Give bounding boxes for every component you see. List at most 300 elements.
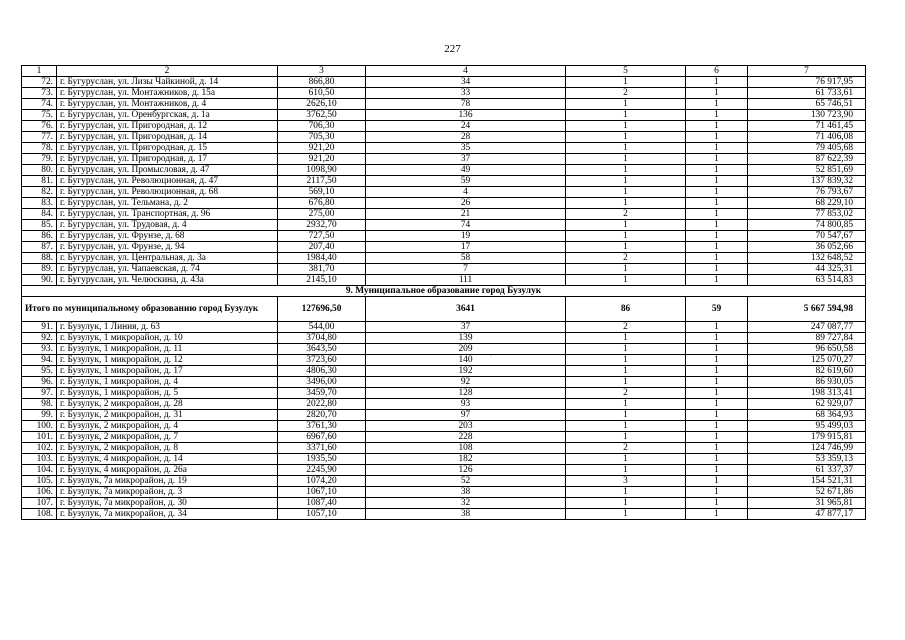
cost-cell: 63 514,83 [748, 275, 866, 286]
col6-cell: 1 [686, 498, 748, 509]
address-cell: г. Бузулук, 7а микрорайон, д. 19 [57, 476, 278, 487]
row-number: 88. [22, 253, 57, 264]
col6-cell: 1 [686, 487, 748, 498]
col4-cell: 38 [366, 487, 566, 498]
cost-cell: 96 650,58 [748, 344, 866, 355]
address-cell: г. Бузулук, 7а микрорайон, д. 30 [57, 498, 278, 509]
total-area: 127696,50 [278, 297, 366, 322]
row-number: 89. [22, 264, 57, 275]
table-row [22, 253, 866, 264]
col4-cell: 139 [366, 333, 566, 344]
col5-cell: 1 [566, 198, 686, 209]
col5-cell: 1 [566, 77, 686, 88]
cost-cell: 31 965,81 [748, 498, 866, 509]
col6-cell: 1 [686, 154, 748, 165]
table-row [22, 443, 866, 454]
col5-cell: 2 [566, 322, 686, 333]
cost-cell: 125 070,27 [748, 355, 866, 366]
cost-cell: 53 359,13 [748, 454, 866, 465]
address-cell: г. Бузулук, 1 Линия, д. 63 [57, 322, 278, 333]
area-cell: 921,20 [278, 143, 366, 154]
col5-cell: 1 [566, 355, 686, 366]
col5-cell: 1 [566, 110, 686, 121]
col5-cell: 1 [566, 176, 686, 187]
area-cell: 727,50 [278, 231, 366, 242]
address-cell: г. Бузулук, 1 микрорайон, д. 12 [57, 355, 278, 366]
col6-cell: 1 [686, 121, 748, 132]
table-row [22, 209, 866, 220]
area-cell: 569,10 [278, 187, 366, 198]
col4-cell: 52 [366, 476, 566, 487]
address-cell: г. Бугуруслан, ул. Революционная, д. 47 [57, 176, 278, 187]
col5-cell: 1 [566, 154, 686, 165]
address-cell: г. Бузулук, 1 микрорайон, д. 17 [57, 366, 278, 377]
cost-cell: 36 052,66 [748, 242, 866, 253]
col5-cell: 1 [566, 465, 686, 476]
cost-cell: 179 915,81 [748, 432, 866, 443]
table-row [22, 264, 866, 275]
table-row [22, 154, 866, 165]
cost-cell: 154 521,31 [748, 476, 866, 487]
cost-cell: 86 930,05 [748, 377, 866, 388]
col6-cell: 1 [686, 476, 748, 487]
address-cell: г. Бугуруслан, ул. Тельмана, д. 2 [57, 198, 278, 209]
address-cell: г. Бугуруслан, ул. Фрунзе, д. 94 [57, 242, 278, 253]
col4-cell: 32 [366, 498, 566, 509]
row-number: 106. [22, 487, 57, 498]
row-number: 101. [22, 432, 57, 443]
row-number: 80. [22, 165, 57, 176]
cost-cell: 89 727,84 [748, 333, 866, 344]
col6-cell: 1 [686, 399, 748, 410]
row-number: 96. [22, 377, 57, 388]
address-cell: г. Бузулук, 2 микрорайон, д. 28 [57, 399, 278, 410]
cost-cell: 68 364,93 [748, 410, 866, 421]
area-cell: 3459,70 [278, 388, 366, 399]
address-cell: г. Бугуруслан, ул. Фрунзе, д. 68 [57, 231, 278, 242]
cost-cell: 137 839,32 [748, 176, 866, 187]
table-row [22, 399, 866, 410]
row-number: 108. [22, 509, 57, 520]
row-number: 79. [22, 154, 57, 165]
cost-cell: 95 499,03 [748, 421, 866, 432]
table-row [22, 509, 866, 520]
col4-cell: 128 [366, 388, 566, 399]
col5-cell: 1 [566, 498, 686, 509]
area-cell: 2820,70 [278, 410, 366, 421]
col6-cell: 1 [686, 443, 748, 454]
col4-cell: 126 [366, 465, 566, 476]
col5-cell: 1 [566, 377, 686, 388]
address-cell: г. Бугуруслан, ул. Пригородная, д. 14 [57, 132, 278, 143]
table-row [22, 198, 866, 209]
table-row [22, 187, 866, 198]
col6-cell: 1 [686, 242, 748, 253]
address-cell: г. Бузулук, 2 микрорайон, д. 7 [57, 432, 278, 443]
area-cell: 866,80 [278, 77, 366, 88]
col4-cell: 19 [366, 231, 566, 242]
area-cell: 1098,90 [278, 165, 366, 176]
address-cell: г. Бугуруслан, ул. Лизы Чайкиной, д. 14 [57, 77, 278, 88]
col6-cell: 1 [686, 454, 748, 465]
col4-cell: 78 [366, 99, 566, 110]
cost-cell: 132 648,52 [748, 253, 866, 264]
table-row [22, 487, 866, 498]
col6-cell: 1 [686, 88, 748, 99]
col4-cell: 209 [366, 344, 566, 355]
area-cell: 2022,80 [278, 399, 366, 410]
col4-cell: 49 [366, 165, 566, 176]
column-number: 7 [748, 66, 866, 77]
col6-cell: 1 [686, 333, 748, 344]
row-number: 85. [22, 220, 57, 231]
scan-speck: · [490, 353, 492, 359]
col5-cell: 1 [566, 165, 686, 176]
address-cell: г. Бугуруслан, ул. Челюскина, д. 43а [57, 275, 278, 286]
column-number: 5 [566, 66, 686, 77]
col6-cell: 1 [686, 410, 748, 421]
col5-cell: 1 [566, 366, 686, 377]
col4-cell: 92 [366, 377, 566, 388]
address-cell: г. Бугуруслан, ул. Транспортная, д. 96 [57, 209, 278, 220]
cost-cell: 65 746,51 [748, 99, 866, 110]
address-cell: г. Бугуруслан, ул. Чапаевская, д. 74 [57, 264, 278, 275]
row-number: 98. [22, 399, 57, 410]
row-number: 76. [22, 121, 57, 132]
cost-cell: 130 723,90 [748, 110, 866, 121]
area-cell: 2245,90 [278, 465, 366, 476]
col4-cell: 37 [366, 154, 566, 165]
section-block [22, 286, 866, 322]
row-number: 90. [22, 275, 57, 286]
address-cell: г. Бугуруслан, ул. Оренбургская, д. 1а [57, 110, 278, 121]
col5-cell: 1 [566, 432, 686, 443]
row-number: 102. [22, 443, 57, 454]
table-row [22, 454, 866, 465]
row-number: 95. [22, 366, 57, 377]
row-number: 94. [22, 355, 57, 366]
area-cell: 381,70 [278, 264, 366, 275]
cost-cell: 71 406,08 [748, 132, 866, 143]
row-number: 77. [22, 132, 57, 143]
table-row [22, 110, 866, 121]
col6-cell: 1 [686, 132, 748, 143]
area-cell: 3371,60 [278, 443, 366, 454]
cost-cell: 76 917,95 [748, 77, 866, 88]
col4-cell: 108 [366, 443, 566, 454]
table-row [22, 333, 866, 344]
col4-cell: 93 [366, 399, 566, 410]
col6-cell: 1 [686, 322, 748, 333]
address-cell: г. Бугуруслан, ул. Революционная, д. 68 [57, 187, 278, 198]
area-cell: 207,40 [278, 242, 366, 253]
row-number: 86. [22, 231, 57, 242]
column-number: 2 [57, 66, 278, 77]
address-cell: г. Бугуруслан, ул. Пригородная, д. 12 [57, 121, 278, 132]
area-cell: 3723,60 [278, 355, 366, 366]
row-number: 81. [22, 176, 57, 187]
col5-cell: 2 [566, 388, 686, 399]
col4-cell: 97 [366, 410, 566, 421]
row-number: 73. [22, 88, 57, 99]
table-row [22, 476, 866, 487]
table-row [22, 132, 866, 143]
area-cell: 1074,20 [278, 476, 366, 487]
row-number: 72. [22, 77, 57, 88]
table-row [22, 275, 866, 286]
col5-cell: 1 [566, 344, 686, 355]
col5-cell: 2 [566, 209, 686, 220]
area-cell: 1935,50 [278, 454, 366, 465]
cost-cell: 52 851,69 [748, 165, 866, 176]
table-row [22, 421, 866, 432]
row-number: 99. [22, 410, 57, 421]
col6-cell: 1 [686, 187, 748, 198]
col6-cell: 1 [686, 366, 748, 377]
cost-cell: 247 087,77 [748, 322, 866, 333]
address-cell: г. Бузулук, 7а микрорайон, д. 3 [57, 487, 278, 498]
column-number: 3 [278, 66, 366, 77]
cost-cell: 44 325,31 [748, 264, 866, 275]
column-number: 1 [22, 66, 57, 77]
col4-cell: 26 [366, 198, 566, 209]
address-cell: г. Бузулук, 4 микрорайон, д. 26а [57, 465, 278, 476]
col4-cell: 111 [366, 275, 566, 286]
cost-cell: 76 793,67 [748, 187, 866, 198]
page-number: 227 [444, 43, 461, 55]
col6-cell: 1 [686, 165, 748, 176]
table-row [22, 322, 866, 333]
area-cell: 2117,50 [278, 176, 366, 187]
row-number: 93. [22, 344, 57, 355]
col6-cell: 1 [686, 264, 748, 275]
table-row [22, 99, 866, 110]
col4-cell: 7 [366, 264, 566, 275]
col5-cell: 2 [566, 88, 686, 99]
col6-cell: 1 [686, 465, 748, 476]
cost-cell: 68 229,10 [748, 198, 866, 209]
col4-cell: 59 [366, 176, 566, 187]
address-cell: г. Бугуруслан, ул. Пригородная, д. 17 [57, 154, 278, 165]
table-row [22, 220, 866, 231]
address-cell: г. Бугуруслан, ул. Монтажников, д. 4 [57, 99, 278, 110]
area-cell: 676,80 [278, 198, 366, 209]
col6-cell: 1 [686, 99, 748, 110]
col4-cell: 203 [366, 421, 566, 432]
col6-cell: 1 [686, 509, 748, 520]
area-cell: 2932,70 [278, 220, 366, 231]
table-row [22, 410, 866, 421]
col6-cell: 1 [686, 110, 748, 121]
col5-cell: 1 [566, 132, 686, 143]
col4-cell: 228 [366, 432, 566, 443]
column-number-row [22, 66, 866, 77]
area-cell: 1984,40 [278, 253, 366, 264]
row-number: 83. [22, 198, 57, 209]
total-label: Итого по муниципальному образованию город Бузулук [22, 297, 278, 322]
table-row [22, 176, 866, 187]
address-cell: г. Бузулук, 1 микрорайон, д. 4 [57, 377, 278, 388]
table-row [22, 432, 866, 443]
col4-cell: 74 [366, 220, 566, 231]
cost-cell: 79 405,68 [748, 143, 866, 154]
col6-cell: 1 [686, 198, 748, 209]
col6-cell: 1 [686, 355, 748, 366]
cost-cell: 77 853,02 [748, 209, 866, 220]
cost-cell: 52 671,86 [748, 487, 866, 498]
table-row [22, 355, 866, 366]
row-number: 78. [22, 143, 57, 154]
col5-cell: 1 [566, 220, 686, 231]
total-col4: 3641 [366, 297, 566, 322]
col5-cell: 1 [566, 121, 686, 132]
col6-cell: 1 [686, 421, 748, 432]
cost-cell: 87 622,39 [748, 154, 866, 165]
table-body-upper [22, 66, 866, 286]
col6-cell: 1 [686, 143, 748, 154]
area-cell: 705,30 [278, 132, 366, 143]
col5-cell: 3 [566, 476, 686, 487]
table-row [22, 121, 866, 132]
total-cost: 5 667 594,98 [748, 297, 866, 322]
col5-cell: 1 [566, 231, 686, 242]
section-heading-row [22, 286, 866, 297]
col4-cell: 37 [366, 322, 566, 333]
table-row [22, 465, 866, 476]
col5-cell: 1 [566, 242, 686, 253]
address-cell: г. Бугуруслан, ул. Трудовая, д. 4 [57, 220, 278, 231]
table-row [22, 88, 866, 99]
total-row [22, 297, 866, 322]
col5-cell: 1 [566, 454, 686, 465]
table-row [22, 242, 866, 253]
area-cell: 3496,00 [278, 377, 366, 388]
cost-cell: 74 800,85 [748, 220, 866, 231]
address-cell: г. Бузулук, 4 микрорайон, д. 14 [57, 454, 278, 465]
address-cell: г. Бузулук, 2 микрорайон, д. 8 [57, 443, 278, 454]
area-cell: 3643,50 [278, 344, 366, 355]
col6-cell: 1 [686, 432, 748, 443]
total-col6: 59 [686, 297, 748, 322]
table-row [22, 165, 866, 176]
col4-cell: 4 [366, 187, 566, 198]
col4-cell: 58 [366, 253, 566, 264]
col5-cell: 1 [566, 187, 686, 198]
address-cell: г. Бугуруслан, ул. Монтажников, д. 15а [57, 88, 278, 99]
table-row [22, 231, 866, 242]
col5-cell: 1 [566, 99, 686, 110]
col5-cell: 1 [566, 399, 686, 410]
cost-cell: 124 746,99 [748, 443, 866, 454]
cost-cell: 61 733,61 [748, 88, 866, 99]
col5-cell: 1 [566, 264, 686, 275]
area-cell: 2145,10 [278, 275, 366, 286]
row-number: 103. [22, 454, 57, 465]
col5-cell: 2 [566, 443, 686, 454]
area-cell: 921,20 [278, 154, 366, 165]
table-row [22, 498, 866, 509]
row-number: 84. [22, 209, 57, 220]
area-cell: 544,00 [278, 322, 366, 333]
col6-cell: 1 [686, 209, 748, 220]
col4-cell: 182 [366, 454, 566, 465]
col5-cell: 1 [566, 143, 686, 154]
row-number: 105. [22, 476, 57, 487]
col4-cell: 24 [366, 121, 566, 132]
row-number: 91. [22, 322, 57, 333]
area-cell: 1067,10 [278, 487, 366, 498]
cost-cell: 198 313,41 [748, 388, 866, 399]
table-row [22, 77, 866, 88]
area-cell: 3704,80 [278, 333, 366, 344]
row-number: 74. [22, 99, 57, 110]
row-number: 100. [22, 421, 57, 432]
col4-cell: 35 [366, 143, 566, 154]
cost-cell: 47 877,17 [748, 509, 866, 520]
address-cell: г. Бузулук, 7а микрорайон, д. 34 [57, 509, 278, 520]
area-cell: 275,00 [278, 209, 366, 220]
cost-cell: 71 461,45 [748, 121, 866, 132]
table-body-lower [22, 322, 866, 520]
table-row [22, 388, 866, 399]
address-cell: г. Бузулук, 2 микрорайон, д. 31 [57, 410, 278, 421]
col6-cell: 1 [686, 176, 748, 187]
cost-cell: 61 337,37 [748, 465, 866, 476]
table-row [22, 344, 866, 355]
address-cell: г. Бугуруслан, ул. Промысловая, д. 47 [57, 165, 278, 176]
cost-cell: 70 547,67 [748, 231, 866, 242]
col4-cell: 17 [366, 242, 566, 253]
area-cell: 6967,60 [278, 432, 366, 443]
area-cell: 3762,50 [278, 110, 366, 121]
row-number: 107. [22, 498, 57, 509]
row-number: 104. [22, 465, 57, 476]
row-number: 97. [22, 388, 57, 399]
col4-cell: 21 [366, 209, 566, 220]
col6-cell: 1 [686, 388, 748, 399]
col5-cell: 1 [566, 487, 686, 498]
col4-cell: 28 [366, 132, 566, 143]
total-col5: 86 [566, 297, 686, 322]
col5-cell: 1 [566, 410, 686, 421]
col5-cell: 1 [566, 275, 686, 286]
col4-cell: 192 [366, 366, 566, 377]
cost-cell: 62 929,07 [748, 399, 866, 410]
area-cell: 706,30 [278, 121, 366, 132]
area-cell: 1057,10 [278, 509, 366, 520]
column-number: 6 [686, 66, 748, 77]
column-number: 4 [366, 66, 566, 77]
table-row [22, 366, 866, 377]
cost-cell: 82 619,60 [748, 366, 866, 377]
row-number: 92. [22, 333, 57, 344]
row-number: 82. [22, 187, 57, 198]
col6-cell: 1 [686, 275, 748, 286]
col6-cell: 1 [686, 231, 748, 242]
col4-cell: 34 [366, 77, 566, 88]
address-cell: г. Бугуруслан, ул. Центральная, д. 3а [57, 253, 278, 264]
row-number: 87. [22, 242, 57, 253]
area-cell: 3761,30 [278, 421, 366, 432]
col6-cell: 1 [686, 253, 748, 264]
col5-cell: 1 [566, 421, 686, 432]
address-cell: г. Бузулук, 2 микрорайон, д. 4 [57, 421, 278, 432]
area-cell: 1087,40 [278, 498, 366, 509]
col6-cell: 1 [686, 77, 748, 88]
section-title: 9. Муниципальное образование город Бузулук [22, 286, 866, 297]
col6-cell: 1 [686, 377, 748, 388]
housing-register-table [21, 65, 866, 520]
